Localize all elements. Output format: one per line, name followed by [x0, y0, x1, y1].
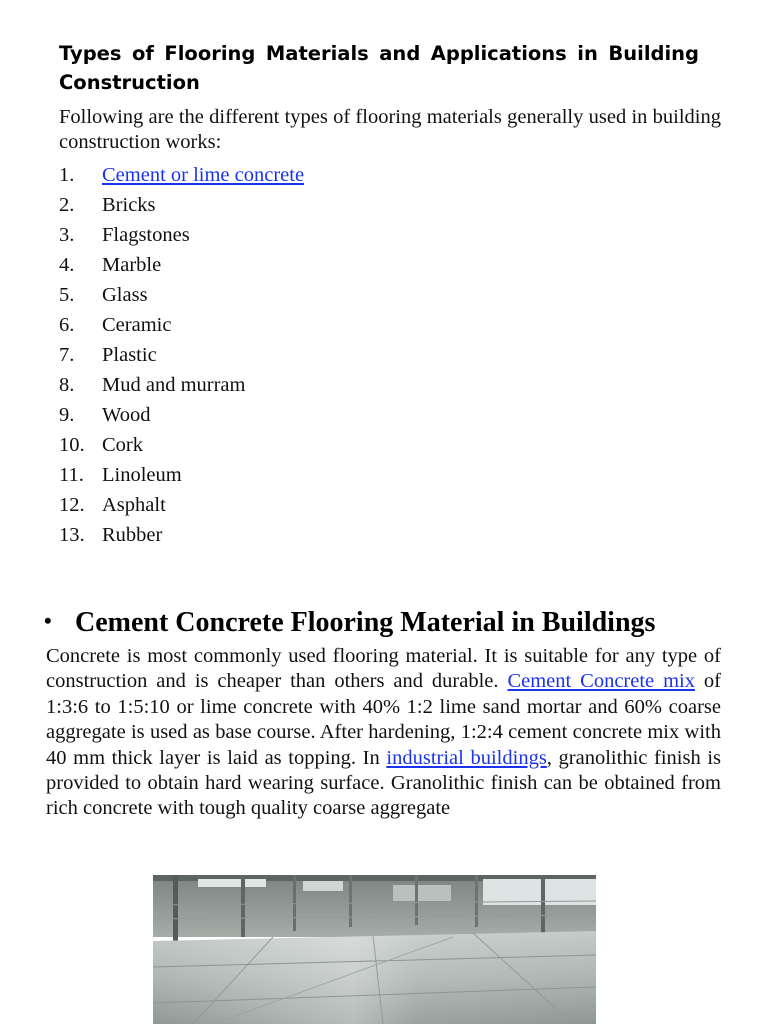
paragraph-text: , granolithic finish is provided to obtain hard wearing surface. Granolithic finish can be obtained from rich concrete with tough quality coarse aggregate [46, 746, 722, 820]
list-number: 6. [59, 314, 75, 336]
list-item [59, 370, 719, 400]
list-item-label: Asphalt [102, 494, 166, 516]
materials-list [59, 160, 719, 550]
list-item-label: Flagstones [102, 224, 190, 246]
list-number: 2. [59, 194, 75, 216]
industrial-buildings-link[interactable]: industrial buildings [386, 746, 547, 769]
list-item-label: Wood [102, 404, 151, 426]
list-item [59, 400, 719, 430]
list-number: 9. [59, 404, 75, 426]
cement-lime-concrete-link[interactable]: Cement or lime concrete [102, 164, 305, 186]
list-item [59, 310, 719, 340]
list-item-label: Plastic [102, 344, 157, 366]
list-item-label: Bricks [102, 194, 156, 216]
list-item [59, 280, 719, 310]
list-item [59, 460, 719, 490]
section-paragraph [46, 644, 721, 822]
concrete-floor-photo [153, 875, 596, 1024]
list-item [59, 250, 719, 280]
list-item-label: Linoleum [102, 464, 182, 486]
list-item-label: Cork [102, 434, 143, 456]
section-heading-text: Cement Concrete Flooring Material in Buildings [75, 607, 656, 638]
list-number: 1. [59, 164, 75, 186]
document-title: Types of Flooring Materials and Applications in Building Construction [59, 42, 699, 94]
list-item [59, 160, 719, 190]
list-item [59, 520, 719, 550]
list-item [59, 430, 719, 460]
intro-paragraph: Following are the different types of flooring materials generally used in building construction works: [59, 106, 721, 153]
list-number: 8. [59, 374, 75, 396]
list-number: 3. [59, 224, 75, 246]
list-item [59, 220, 719, 250]
list-number: 7. [59, 344, 75, 366]
list-item-label: Rubber [102, 524, 163, 546]
list-number: 5. [59, 284, 75, 306]
list-number: 10. [59, 434, 85, 456]
bullet-icon: • [44, 608, 52, 633]
paragraph-text: Concrete is most commonly used flooring material. It is suitable for any type of construction and is cheaper than others and durable. [46, 645, 721, 693]
paragraph-text: of 1:3:6 to 1:5:10 or lime concrete with 40% 1:2 lime sand mortar and 60% coarse aggregate is used as base course. After hardening, 1:2:4 cement concrete mix with 40 mm thick layer is laid as topping. In [46, 670, 722, 769]
list-item [59, 340, 719, 370]
list-number: 4. [59, 254, 75, 276]
list-item [59, 190, 719, 220]
list-item-label: Ceramic [102, 314, 172, 336]
list-number: 11. [59, 464, 84, 486]
cement-concrete-mix-link[interactable]: Cement Concrete mix [507, 670, 695, 693]
list-item-label: Marble [102, 254, 162, 276]
list-number: 13. [59, 524, 85, 546]
section-heading [44, 603, 734, 641]
list-item-label: Mud and murram [102, 374, 246, 396]
list-item [59, 490, 719, 520]
list-item-label: Glass [102, 284, 148, 306]
list-number: 12. [59, 494, 85, 516]
